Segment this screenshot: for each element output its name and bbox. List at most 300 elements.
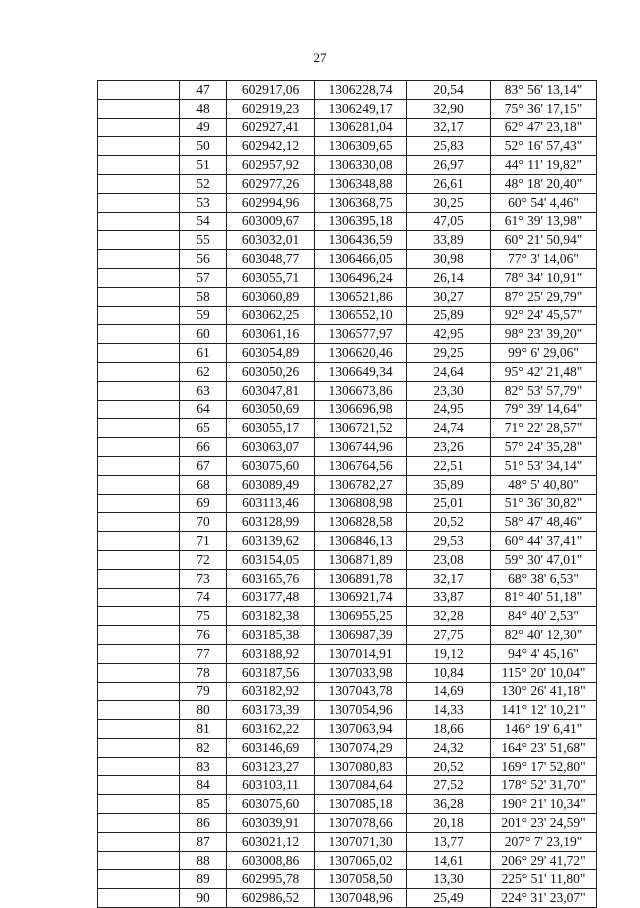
point-number-cell: 77	[180, 644, 227, 663]
x-coordinate-cell: 602917,06	[227, 81, 315, 100]
bearing-cell: 78° 34' 10,91"	[491, 268, 597, 287]
blank-cell	[98, 832, 180, 851]
point-number-cell: 90	[180, 889, 227, 908]
y-coordinate-cell: 1306620,46	[315, 344, 407, 363]
blank-cell	[98, 513, 180, 532]
table-row	[98, 682, 597, 701]
blank-cell	[98, 287, 180, 306]
blank-cell	[98, 438, 180, 457]
x-coordinate-cell: 603050,26	[227, 362, 315, 381]
point-number-cell: 86	[180, 814, 227, 833]
distance-cell: 42,95	[407, 325, 491, 344]
blank-cell	[98, 588, 180, 607]
table-row	[98, 870, 597, 889]
x-coordinate-cell: 602994,96	[227, 193, 315, 212]
x-coordinate-cell: 603177,48	[227, 588, 315, 607]
point-number-cell: 51	[180, 156, 227, 175]
x-coordinate-cell: 603008,86	[227, 851, 315, 870]
x-coordinate-cell: 603154,05	[227, 550, 315, 569]
point-number-cell: 57	[180, 268, 227, 287]
bearing-cell: 225° 51' 11,80"	[491, 870, 597, 889]
blank-cell	[98, 738, 180, 757]
x-coordinate-cell: 603054,89	[227, 344, 315, 363]
bearing-cell: 95° 42' 21,48"	[491, 362, 597, 381]
distance-cell: 32,17	[407, 118, 491, 137]
table-row	[98, 231, 597, 250]
y-coordinate-cell: 1306348,88	[315, 174, 407, 193]
table-row	[98, 626, 597, 645]
y-coordinate-cell: 1306395,18	[315, 212, 407, 231]
bearing-cell: 82° 40' 12,30"	[491, 626, 597, 645]
table-row	[98, 532, 597, 551]
y-coordinate-cell: 1306436,59	[315, 231, 407, 250]
blank-cell	[98, 250, 180, 269]
x-coordinate-cell: 603103,11	[227, 776, 315, 795]
table-row	[98, 325, 597, 344]
bearing-cell: 224° 31' 23,07"	[491, 889, 597, 908]
distance-cell: 20,54	[407, 81, 491, 100]
table-row	[98, 795, 597, 814]
distance-cell: 14,69	[407, 682, 491, 701]
bearing-cell: 52° 16' 57,43"	[491, 137, 597, 156]
x-coordinate-cell: 602986,52	[227, 889, 315, 908]
point-number-cell: 58	[180, 287, 227, 306]
x-coordinate-cell: 602927,41	[227, 118, 315, 137]
blank-cell	[98, 663, 180, 682]
blank-cell	[98, 626, 180, 645]
table-row	[98, 381, 597, 400]
y-coordinate-cell: 1306764,56	[315, 456, 407, 475]
blank-cell	[98, 550, 180, 569]
x-coordinate-cell: 603055,17	[227, 419, 315, 438]
point-number-cell: 47	[180, 81, 227, 100]
x-coordinate-cell: 603062,25	[227, 306, 315, 325]
y-coordinate-cell: 1307043,78	[315, 682, 407, 701]
distance-cell: 24,95	[407, 400, 491, 419]
table-row	[98, 268, 597, 287]
bearing-cell: 206° 29' 41,72"	[491, 851, 597, 870]
bearing-cell: 141° 12' 10,21"	[491, 701, 597, 720]
x-coordinate-cell: 603009,67	[227, 212, 315, 231]
x-coordinate-cell: 602957,92	[227, 156, 315, 175]
point-number-cell: 83	[180, 757, 227, 776]
y-coordinate-cell: 1306987,39	[315, 626, 407, 645]
x-coordinate-cell: 603075,60	[227, 456, 315, 475]
x-coordinate-cell: 603021,12	[227, 832, 315, 851]
blank-cell	[98, 137, 180, 156]
bearing-cell: 71° 22' 28,57"	[491, 419, 597, 438]
table-row	[98, 663, 597, 682]
point-number-cell: 68	[180, 475, 227, 494]
blank-cell	[98, 475, 180, 494]
x-coordinate-cell: 603188,92	[227, 644, 315, 663]
distance-cell: 26,61	[407, 174, 491, 193]
table-row	[98, 776, 597, 795]
x-coordinate-cell: 603055,71	[227, 268, 315, 287]
distance-cell: 47,05	[407, 212, 491, 231]
blank-cell	[98, 532, 180, 551]
distance-cell: 20,52	[407, 513, 491, 532]
y-coordinate-cell: 1307033,98	[315, 663, 407, 682]
y-coordinate-cell: 1307058,50	[315, 870, 407, 889]
point-number-cell: 52	[180, 174, 227, 193]
blank-cell	[98, 419, 180, 438]
bearing-cell: 68° 38' 6,53"	[491, 569, 597, 588]
distance-cell: 24,64	[407, 362, 491, 381]
distance-cell: 25,49	[407, 889, 491, 908]
y-coordinate-cell: 1307071,30	[315, 832, 407, 851]
x-coordinate-cell: 602977,26	[227, 174, 315, 193]
distance-cell: 33,89	[407, 231, 491, 250]
x-coordinate-cell: 603185,38	[227, 626, 315, 645]
blank-cell	[98, 870, 180, 889]
bearing-cell: 60° 21' 50,94"	[491, 231, 597, 250]
distance-cell: 27,75	[407, 626, 491, 645]
blank-cell	[98, 757, 180, 776]
bearing-cell: 115° 20' 10,04"	[491, 663, 597, 682]
table-row	[98, 851, 597, 870]
bearing-cell: 44° 11' 19,82"	[491, 156, 597, 175]
point-number-cell: 79	[180, 682, 227, 701]
table-row	[98, 174, 597, 193]
distance-cell: 20,18	[407, 814, 491, 833]
table-row	[98, 475, 597, 494]
point-number-cell: 73	[180, 569, 227, 588]
table-row	[98, 832, 597, 851]
y-coordinate-cell: 1306846,13	[315, 532, 407, 551]
blank-cell	[98, 362, 180, 381]
y-coordinate-cell: 1307065,02	[315, 851, 407, 870]
distance-cell: 22,51	[407, 456, 491, 475]
blank-cell	[98, 268, 180, 287]
blank-cell	[98, 456, 180, 475]
x-coordinate-cell: 603146,69	[227, 738, 315, 757]
bearing-cell: 130° 26' 41,18"	[491, 682, 597, 701]
table-row	[98, 250, 597, 269]
point-number-cell: 56	[180, 250, 227, 269]
point-number-cell: 65	[180, 419, 227, 438]
y-coordinate-cell: 1306921,74	[315, 588, 407, 607]
x-coordinate-cell: 603061,16	[227, 325, 315, 344]
bearing-cell: 51° 53' 34,14"	[491, 456, 597, 475]
y-coordinate-cell: 1307074,29	[315, 738, 407, 757]
distance-cell: 14,61	[407, 851, 491, 870]
y-coordinate-cell: 1306368,75	[315, 193, 407, 212]
distance-cell: 27,52	[407, 776, 491, 795]
y-coordinate-cell: 1306744,96	[315, 438, 407, 457]
blank-cell	[98, 400, 180, 419]
blank-cell	[98, 644, 180, 663]
bearing-cell: 48° 5' 40,80"	[491, 475, 597, 494]
table-row	[98, 456, 597, 475]
y-coordinate-cell: 1306721,52	[315, 419, 407, 438]
point-number-cell: 54	[180, 212, 227, 231]
y-coordinate-cell: 1306828,58	[315, 513, 407, 532]
x-coordinate-cell: 603047,81	[227, 381, 315, 400]
blank-cell	[98, 569, 180, 588]
x-coordinate-cell: 603128,99	[227, 513, 315, 532]
x-coordinate-cell: 602995,78	[227, 870, 315, 889]
distance-cell: 23,08	[407, 550, 491, 569]
bearing-cell: 48° 18' 20,40"	[491, 174, 597, 193]
point-number-cell: 59	[180, 306, 227, 325]
distance-cell: 13,77	[407, 832, 491, 851]
x-coordinate-cell: 603123,27	[227, 757, 315, 776]
distance-cell: 24,74	[407, 419, 491, 438]
table-row	[98, 757, 597, 776]
bearing-cell: 51° 36' 30,82"	[491, 494, 597, 513]
blank-cell	[98, 306, 180, 325]
bearing-cell: 77° 3' 14,06"	[491, 250, 597, 269]
bearing-cell: 84° 40' 2,53"	[491, 607, 597, 626]
point-number-cell: 82	[180, 738, 227, 757]
y-coordinate-cell: 1306309,65	[315, 137, 407, 156]
blank-cell	[98, 344, 180, 363]
table-row	[98, 513, 597, 532]
table-row	[98, 814, 597, 833]
distance-cell: 26,14	[407, 268, 491, 287]
point-number-cell: 49	[180, 118, 227, 137]
table-row	[98, 588, 597, 607]
bearing-cell: 79° 39' 14,64"	[491, 400, 597, 419]
bearing-cell: 87° 25' 29,79"	[491, 287, 597, 306]
blank-cell	[98, 193, 180, 212]
y-coordinate-cell: 1307084,64	[315, 776, 407, 795]
bearing-cell: 62° 47' 23,18"	[491, 118, 597, 137]
table-row	[98, 569, 597, 588]
distance-cell: 29,53	[407, 532, 491, 551]
blank-cell	[98, 814, 180, 833]
x-coordinate-cell: 603089,49	[227, 475, 315, 494]
table-row	[98, 156, 597, 175]
x-coordinate-cell: 602942,12	[227, 137, 315, 156]
table-row	[98, 438, 597, 457]
blank-cell	[98, 381, 180, 400]
table-row	[98, 419, 597, 438]
bearing-cell: 57° 24' 35,28"	[491, 438, 597, 457]
point-number-cell: 81	[180, 720, 227, 739]
blank-cell	[98, 325, 180, 344]
point-number-cell: 88	[180, 851, 227, 870]
y-coordinate-cell: 1306808,98	[315, 494, 407, 513]
table-row	[98, 306, 597, 325]
x-coordinate-cell: 603182,92	[227, 682, 315, 701]
table-row	[98, 607, 597, 626]
distance-cell: 30,27	[407, 287, 491, 306]
bearing-cell: 201° 23' 24,59"	[491, 814, 597, 833]
y-coordinate-cell: 1306782,27	[315, 475, 407, 494]
y-coordinate-cell: 1306496,24	[315, 268, 407, 287]
distance-cell: 18,66	[407, 720, 491, 739]
x-coordinate-cell: 603075,60	[227, 795, 315, 814]
distance-cell: 35,89	[407, 475, 491, 494]
y-coordinate-cell: 1306466,05	[315, 250, 407, 269]
distance-cell: 25,89	[407, 306, 491, 325]
table-row	[98, 81, 597, 100]
y-coordinate-cell: 1306330,08	[315, 156, 407, 175]
bearing-cell: 146° 19' 6,41"	[491, 720, 597, 739]
y-coordinate-cell: 1306696,98	[315, 400, 407, 419]
distance-cell: 14,33	[407, 701, 491, 720]
x-coordinate-cell: 603048,77	[227, 250, 315, 269]
point-number-cell: 64	[180, 400, 227, 419]
blank-cell	[98, 118, 180, 137]
x-coordinate-cell: 603162,22	[227, 720, 315, 739]
distance-cell: 30,98	[407, 250, 491, 269]
y-coordinate-cell: 1306552,10	[315, 306, 407, 325]
table-row	[98, 362, 597, 381]
x-coordinate-cell: 603032,01	[227, 231, 315, 250]
page-number: 27	[313, 50, 327, 65]
distance-cell: 24,32	[407, 738, 491, 757]
bearing-cell: 94° 4' 45,16"	[491, 644, 597, 663]
distance-cell: 25,01	[407, 494, 491, 513]
blank-cell	[98, 682, 180, 701]
table-row	[98, 701, 597, 720]
blank-cell	[98, 174, 180, 193]
table-row	[98, 118, 597, 137]
table-row	[98, 212, 597, 231]
point-number-cell: 62	[180, 362, 227, 381]
table-row	[98, 137, 597, 156]
blank-cell	[98, 851, 180, 870]
blank-cell	[98, 701, 180, 720]
table-row	[98, 720, 597, 739]
table-row	[98, 644, 597, 663]
point-number-cell: 60	[180, 325, 227, 344]
distance-cell: 19,12	[407, 644, 491, 663]
blank-cell	[98, 607, 180, 626]
table-row	[98, 287, 597, 306]
point-number-cell: 71	[180, 532, 227, 551]
distance-cell: 33,87	[407, 588, 491, 607]
bearing-cell: 98° 23' 39,20"	[491, 325, 597, 344]
y-coordinate-cell: 1306673,86	[315, 381, 407, 400]
y-coordinate-cell: 1306577,97	[315, 325, 407, 344]
distance-cell: 23,26	[407, 438, 491, 457]
x-coordinate-cell: 603187,56	[227, 663, 315, 682]
point-number-cell: 80	[180, 701, 227, 720]
point-number-cell: 74	[180, 588, 227, 607]
y-coordinate-cell: 1307048,96	[315, 889, 407, 908]
point-number-cell: 84	[180, 776, 227, 795]
distance-cell: 26,97	[407, 156, 491, 175]
blank-cell	[98, 81, 180, 100]
y-coordinate-cell: 1307078,66	[315, 814, 407, 833]
y-coordinate-cell: 1307054,96	[315, 701, 407, 720]
y-coordinate-cell: 1306955,25	[315, 607, 407, 626]
distance-cell: 32,17	[407, 569, 491, 588]
y-coordinate-cell: 1306228,74	[315, 81, 407, 100]
y-coordinate-cell: 1306649,34	[315, 362, 407, 381]
x-coordinate-cell: 602919,23	[227, 99, 315, 118]
y-coordinate-cell: 1307080,83	[315, 757, 407, 776]
table-row	[98, 738, 597, 757]
x-coordinate-cell: 603039,91	[227, 814, 315, 833]
point-number-cell: 61	[180, 344, 227, 363]
x-coordinate-cell: 603050,69	[227, 400, 315, 419]
bearing-cell: 59° 30' 47,01"	[491, 550, 597, 569]
bearing-cell: 207° 7' 23,19"	[491, 832, 597, 851]
point-number-cell: 75	[180, 607, 227, 626]
coordinates-table	[97, 80, 597, 908]
table-row	[98, 193, 597, 212]
point-number-cell: 53	[180, 193, 227, 212]
bearing-cell: 82° 53' 57,79"	[491, 381, 597, 400]
bearing-cell: 164° 23' 51,68"	[491, 738, 597, 757]
point-number-cell: 76	[180, 626, 227, 645]
x-coordinate-cell: 603165,76	[227, 569, 315, 588]
blank-cell	[98, 720, 180, 739]
distance-cell: 32,28	[407, 607, 491, 626]
y-coordinate-cell: 1307085,18	[315, 795, 407, 814]
x-coordinate-cell: 603173,39	[227, 701, 315, 720]
blank-cell	[98, 212, 180, 231]
distance-cell: 30,25	[407, 193, 491, 212]
point-number-cell: 63	[180, 381, 227, 400]
distance-cell: 10,84	[407, 663, 491, 682]
y-coordinate-cell: 1307063,94	[315, 720, 407, 739]
x-coordinate-cell: 603139,62	[227, 532, 315, 551]
bearing-cell: 83° 56' 13,14"	[491, 81, 597, 100]
y-coordinate-cell: 1306249,17	[315, 99, 407, 118]
point-number-cell: 89	[180, 870, 227, 889]
bearing-cell: 178° 52' 31,70"	[491, 776, 597, 795]
table-row	[98, 494, 597, 513]
y-coordinate-cell: 1306891,78	[315, 569, 407, 588]
bearing-cell: 81° 40' 51,18"	[491, 588, 597, 607]
x-coordinate-cell: 603063,07	[227, 438, 315, 457]
blank-cell	[98, 776, 180, 795]
bearing-cell: 190° 21' 10,34"	[491, 795, 597, 814]
table-row	[98, 344, 597, 363]
distance-cell: 23,30	[407, 381, 491, 400]
y-coordinate-cell: 1306521,86	[315, 287, 407, 306]
bearing-cell: 99° 6' 29,06"	[491, 344, 597, 363]
distance-cell: 32,90	[407, 99, 491, 118]
distance-cell: 25,83	[407, 137, 491, 156]
x-coordinate-cell: 603060,89	[227, 287, 315, 306]
point-number-cell: 78	[180, 663, 227, 682]
blank-cell	[98, 494, 180, 513]
blank-cell	[98, 231, 180, 250]
distance-cell: 36,28	[407, 795, 491, 814]
bearing-cell: 92° 24' 45,57"	[491, 306, 597, 325]
coordinates-table-body	[98, 81, 597, 908]
blank-cell	[98, 795, 180, 814]
point-number-cell: 50	[180, 137, 227, 156]
blank-cell	[98, 156, 180, 175]
point-number-cell: 55	[180, 231, 227, 250]
bearing-cell: 60° 44' 37,41"	[491, 532, 597, 551]
bearing-cell: 75° 36' 17,15"	[491, 99, 597, 118]
point-number-cell: 67	[180, 456, 227, 475]
point-number-cell: 85	[180, 795, 227, 814]
point-number-cell: 66	[180, 438, 227, 457]
point-number-cell: 69	[180, 494, 227, 513]
table-row	[98, 99, 597, 118]
distance-cell: 20,52	[407, 757, 491, 776]
bearing-cell: 169° 17' 52,80"	[491, 757, 597, 776]
distance-cell: 13,30	[407, 870, 491, 889]
table-row	[98, 550, 597, 569]
blank-cell	[98, 99, 180, 118]
bearing-cell: 60° 54' 4,46"	[491, 193, 597, 212]
distance-cell: 29,25	[407, 344, 491, 363]
y-coordinate-cell: 1306871,89	[315, 550, 407, 569]
point-number-cell: 87	[180, 832, 227, 851]
point-number-cell: 48	[180, 99, 227, 118]
